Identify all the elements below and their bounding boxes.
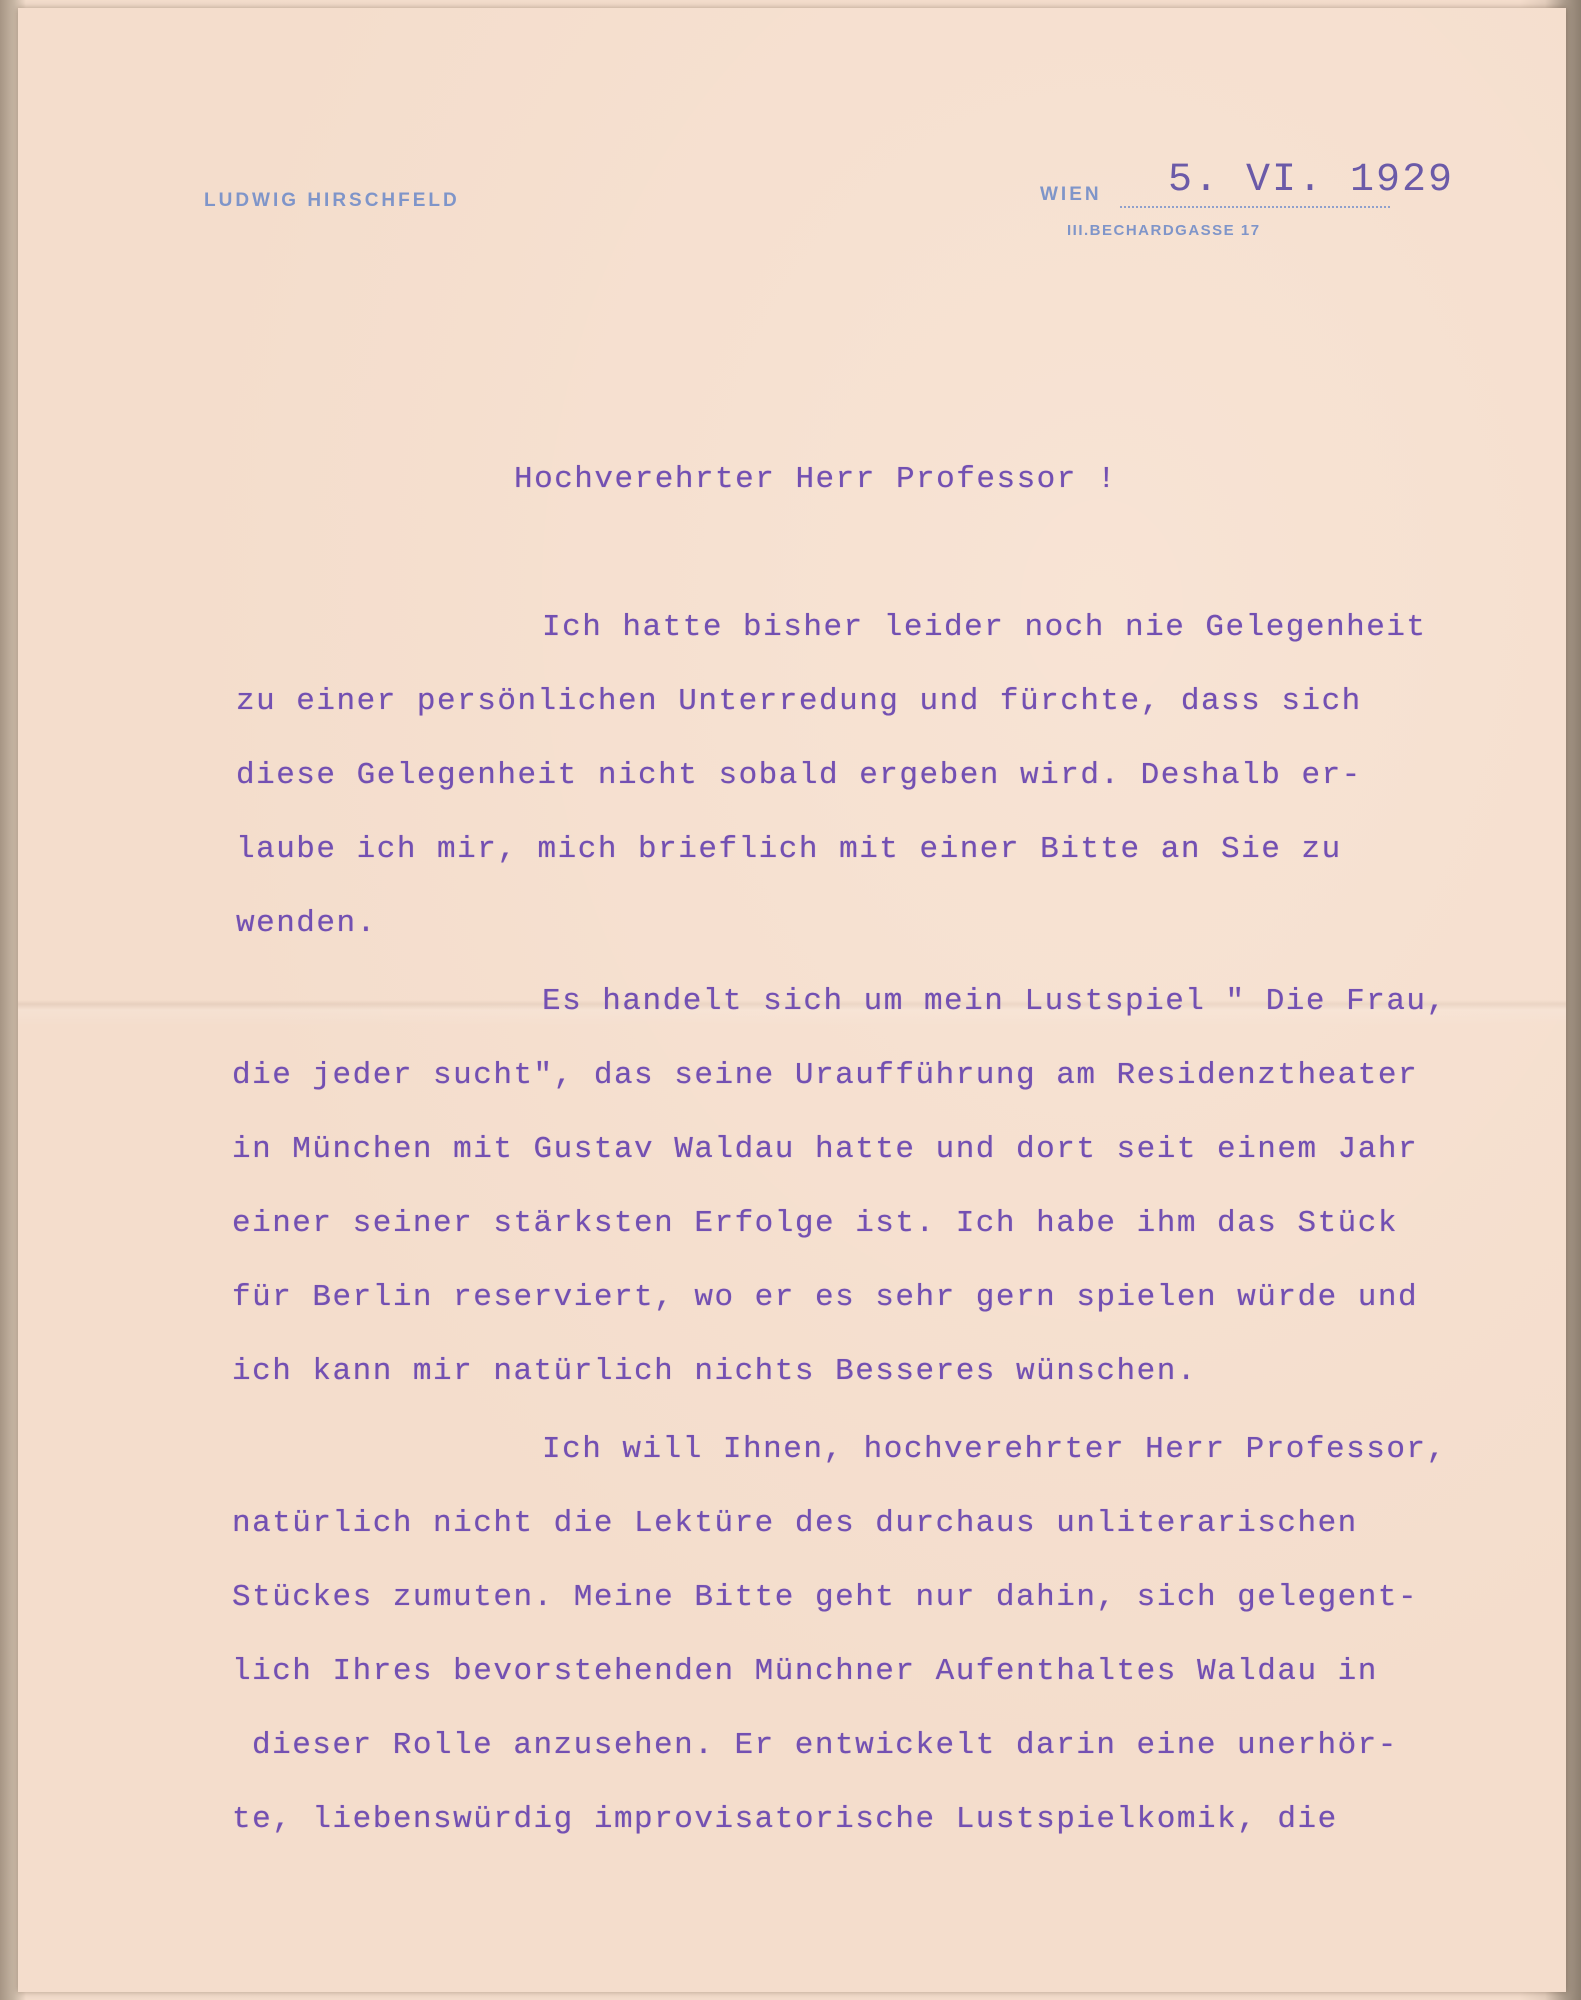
letterhead-name: LUDWIG HIRSCHFELD (204, 190, 460, 211)
body-line: die jeder sucht", das seine Uraufführung am Residenztheater (232, 1058, 1419, 1093)
body-line: zu einer persönlichen Unterredung und fürchte, dass sich (236, 684, 1362, 719)
body-line: in München mit Gustav Waldau hatte und dort seit einem Jahr (232, 1132, 1419, 1167)
body-line: laube ich mir, mich brieflich mit einer Bitte an Sie zu (236, 832, 1342, 867)
body-line: te, liebenswürdig improvisatorische Lustspielkomik, die (232, 1802, 1338, 1837)
body-line: Ich hatte bisher leider noch nie Gelegenheit (542, 610, 1427, 645)
body-line: Ich will Ihnen, hochverehrter Herr Professor, (542, 1432, 1447, 1467)
salutation: Hochverehrter Herr Professor ! (514, 462, 1118, 497)
date-dotted-line (1120, 206, 1390, 208)
body-line: Es handelt sich um mein Lustspiel " Die Frau, (542, 984, 1447, 1019)
body-line: wenden. (236, 906, 377, 941)
body-line: natürlich nicht die Lektüre des durchaus unliterarischen (232, 1506, 1358, 1541)
letterhead-city: WIEN (1040, 184, 1102, 205)
letterhead-address: III.BECHARDGASSE 17 (1067, 222, 1261, 239)
body-line: Stückes zumuten. Meine Bitte geht nur dahin, sich gelegent- (232, 1580, 1419, 1615)
body-line: dieser Rolle anzusehen. Er entwickelt darin eine unerhör- (252, 1728, 1398, 1763)
body-line: ich kann mir natürlich nichts Besseres wünschen. (232, 1354, 1197, 1389)
body-line: lich Ihres bevorstehenden Münchner Aufenthaltes Waldau in (232, 1654, 1378, 1689)
body-line: einer seiner stärksten Erfolge ist. Ich habe ihm das Stück (232, 1206, 1398, 1241)
letter-date: 5. VI. 1929 (1168, 158, 1455, 203)
body-line: diese Gelegenheit nicht sobald ergeben wird. Deshalb er- (236, 758, 1362, 793)
body-line: für Berlin reserviert, wo er es sehr gern spielen würde und (232, 1280, 1419, 1315)
